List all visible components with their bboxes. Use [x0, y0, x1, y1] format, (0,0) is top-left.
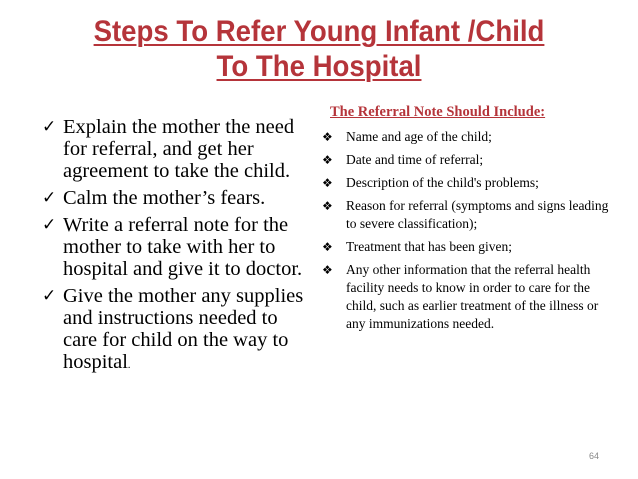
slide-title — [26, 14, 613, 84]
referral-note-text: Description of the child's problems; — [346, 175, 539, 190]
referral-note-text: Treatment that has been given; — [346, 239, 512, 254]
referral-note-heading: The Referral Note Should Include: — [330, 104, 546, 120]
slide-title-line-2: To The Hospital — [216, 50, 422, 83]
check-icon: ✓ — [42, 215, 57, 235]
diamond-bullet-icon: ❖ — [322, 240, 333, 254]
referral-note-text: Reason for referral (symptoms and signs leading to severe classification); — [346, 198, 609, 231]
step-text: Give the mother any supplies and instructions needed to care for child on the way to hospital — [63, 285, 304, 373]
check-icon: ✓ — [42, 188, 57, 208]
step-text: Explain the mother the need for referral, and get her agreement to take the child. — [63, 116, 295, 182]
step-text: Write a referral note for the mother to take with her to hospital and give it to doctor. — [63, 214, 303, 280]
step-item — [42, 285, 312, 377]
diamond-bullet-icon: ❖ — [322, 153, 333, 167]
page-number: 64 — [589, 451, 600, 461]
referral-note-item — [318, 261, 618, 333]
referral-note-text: Name and age of the child; — [346, 129, 492, 144]
steps-list — [42, 116, 312, 382]
diamond-bullet-icon: ❖ — [322, 176, 333, 190]
referral-note-item — [318, 197, 618, 233]
step-item — [42, 187, 312, 209]
referral-note-text: Date and time of referral; — [346, 152, 484, 167]
diamond-bullet-icon: ❖ — [322, 199, 333, 213]
referral-note-item — [318, 151, 618, 169]
check-icon: ✓ — [42, 117, 57, 137]
diamond-bullet-icon: ❖ — [322, 263, 333, 277]
diamond-bullet-icon: ❖ — [322, 130, 333, 144]
referral-note-item — [318, 174, 618, 192]
referral-note-panel — [318, 102, 618, 338]
step-end-punct: . — [127, 360, 131, 371]
check-icon: ✓ — [42, 286, 57, 306]
slide-title-line-1: Steps To Refer Young Infant /Child — [93, 15, 545, 48]
referral-note-item — [318, 128, 618, 146]
step-item — [42, 116, 312, 182]
referral-note-text: Any other information that the referral health facility needs to know in order to care for the child, such as earlier treatment of the illness or any immunizations needed. — [346, 262, 599, 331]
referral-note-list — [318, 128, 618, 333]
referral-note-item — [318, 238, 618, 256]
step-item — [42, 214, 312, 280]
step-text: Calm the mother’s fears. — [63, 187, 266, 209]
